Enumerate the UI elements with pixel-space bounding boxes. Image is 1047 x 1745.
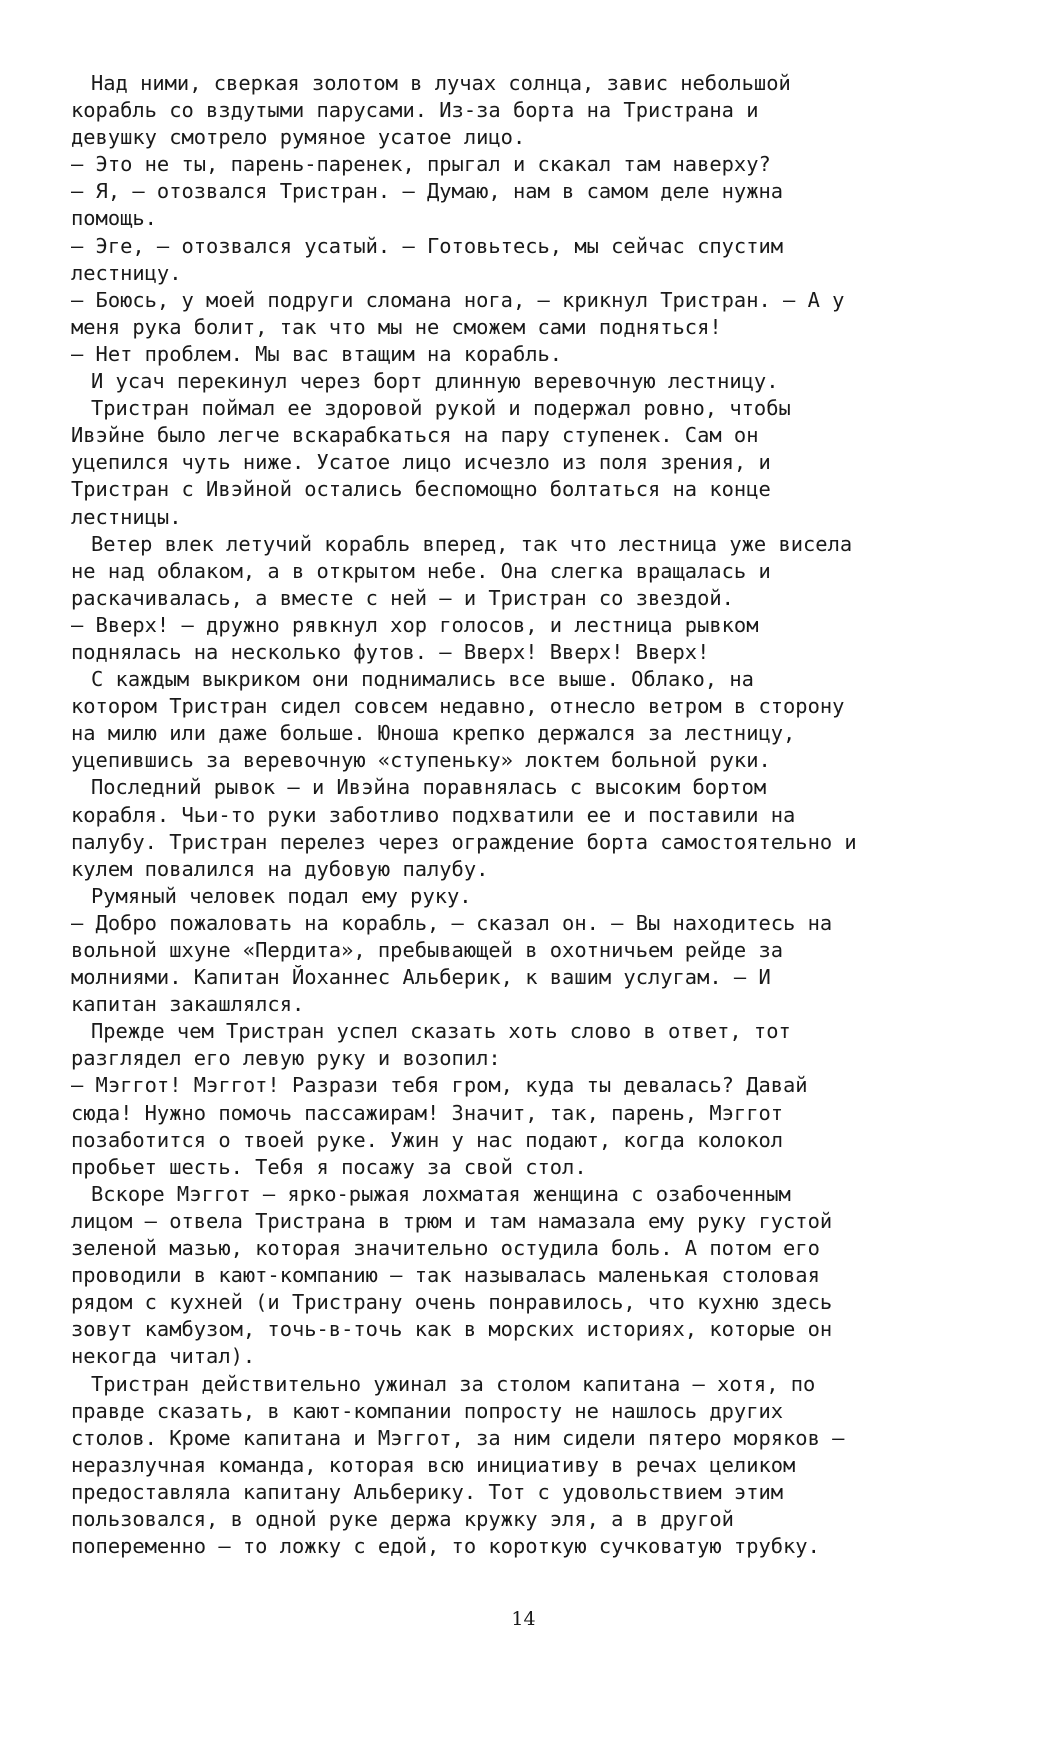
text-line: столов. Кроме капитана и Мэггот, за ним сидели пятеро моряков —: [71, 1425, 845, 1450]
text-line: зовут камбузом, точь-в-точь как в морских историях, которые он: [71, 1317, 833, 1342]
text-line: молниями. Капитан Йоханнес Альберик, к вашим услугам. — И: [71, 965, 771, 990]
text-line: С каждым выкриком они поднимались все выше. Облако, на: [91, 667, 754, 692]
page-text: [71, 70, 976, 1560]
text-line: проводили в кают-компанию — так называлась маленькая столовая: [71, 1263, 820, 1288]
text-line: — Нет проблем. Мы вас втащим на корабль.: [71, 341, 563, 366]
text-line: позаботится о твоей руке. Ужин у нас подают, когда колокол: [71, 1127, 784, 1152]
text-line: — Боюсь, у моей подруги сломана нога, — крикнул Тристран. — А у: [71, 287, 845, 312]
text-line: Последний рывок — и Ивэйна поравнялась с высоким бортом: [91, 775, 767, 800]
text-line: Тристран поймал ее здоровой рукой и подержал ровно, чтобы: [91, 396, 791, 421]
text-line: уцепившись за веревочную «ступеньку» локтем больной руки.: [71, 748, 771, 773]
text-line: лестницу.: [71, 260, 182, 285]
text-line: И усач перекинул через борт длинную веревочную лестницу.: [91, 369, 779, 394]
text-line: пробьет шесть. Тебя я посажу за свой стол.: [71, 1154, 587, 1179]
text-line: попеременно — то ложку с едой, то короткую сучковатую трубку.: [71, 1534, 820, 1559]
text-line: Вскоре Мэггот — ярко-рыжая лохматая женщина с озабоченным: [91, 1181, 791, 1206]
text-line: поднялась на несколько футов. — Вверх! Вверх! Вверх!: [71, 639, 710, 664]
text-line: — Я, — отозвался Тристран. — Думаю, нам в самом деле нужна: [71, 179, 784, 204]
text-line: не над облаком, а в открытом небе. Она слегка вращалась и: [71, 558, 771, 583]
text-line: меня рука болит, так что мы не сможем сами подняться!: [71, 314, 722, 339]
page-number: 14: [511, 1608, 536, 1630]
text-line: зеленой мазью, которая значительно остудила боль. А потом его: [71, 1236, 820, 1261]
text-line: Прежде чем Тристран успел сказать хоть слово в ответ, тот: [91, 1019, 791, 1044]
text-line: — Эге, — отозвался усатый. — Готовьтесь, мы сейчас спустим: [71, 233, 784, 258]
text-line: — Мэггот! Мэггот! Разрази тебя гром, куда ты девалась? Давай: [71, 1073, 808, 1098]
text-line: Тристран с Ивэйной остались беспомощно болтаться на конце: [71, 477, 771, 502]
text-line: Ветер влек летучий корабль вперед, так что лестница уже висела: [91, 531, 853, 556]
text-line: — Добро пожаловать на корабль, — сказал он. — Вы находитесь на: [71, 910, 833, 935]
text-line: вольной шхуне «Пердита», пребывающей в охотничьем рейде за: [71, 938, 784, 962]
text-line: Румяный человек подал ему руку.: [91, 883, 472, 908]
text-line: Ивэйне было легче вскарабкаться на пару ступенек. Сам он: [71, 423, 759, 448]
text-line: лестницы.: [71, 504, 182, 529]
text-line: Над ними, сверкая золотом в лучах солнца, завис небольшой: [91, 71, 791, 95]
text-line: сюда! Нужно помочь пассажирам! Значит, так, парень, Мэггот: [71, 1100, 784, 1125]
text-line: рядом с кухней (и Тристрану очень понравилось, что кухню здесь: [71, 1290, 833, 1315]
text-line: Тристран действительно ужинал за столом капитана — хотя, по: [91, 1371, 816, 1396]
text-line: котором Тристран сидел совсем недавно, отнесло ветром в сторону: [71, 694, 845, 719]
text-line: неразлучная команда, которая всю инициативу в речах целиком: [71, 1452, 796, 1477]
text-line: предоставляла капитану Альберику. Тот с удовольствием этим: [71, 1479, 784, 1504]
text-line: на милю или даже больше. Юноша крепко держался за лестницу,: [71, 721, 796, 746]
text-line: кулем повалился на дубовую палубу.: [71, 856, 489, 881]
text-line: девушку смотрело румяное усатое лицо.: [71, 125, 526, 150]
text-line: уцепился чуть ниже. Усатое лицо исчезло из поля зрения, и: [71, 450, 771, 475]
text-line: некогда читал).: [71, 1344, 256, 1369]
text-line: помощь.: [71, 206, 157, 231]
text-line: корабля. Чьи-то руки заботливо подхватили ее и поставили на: [71, 802, 796, 827]
text-line: лицом — отвела Тристрана в трюм и там намазала ему руку густой: [71, 1208, 833, 1233]
text-line: разглядел его левую руку и возопил:: [71, 1046, 501, 1071]
text-line: палубу. Тристран перелез через ограждение борта самостоятельно и: [71, 829, 857, 854]
text-line: корабль со вздутыми парусами. Из-за борта на Тристрана и: [71, 98, 759, 123]
text-line: — Это не ты, парень-паренек, прыгал и скакал там наверху?: [71, 152, 771, 177]
text-line: пользовался, в одной руке держа кружку эля, а в другой: [71, 1506, 734, 1531]
text-line: — Вверх! — дружно рявкнул хор голосов, и лестница рывком: [71, 612, 759, 637]
text-line: капитан закашлялся.: [71, 992, 305, 1017]
text-line: раскачивалась, а вместе с ней — и Тристран со звездой.: [71, 585, 734, 610]
text-line: правде сказать, в кают-компании попросту не нашлось других: [71, 1398, 784, 1423]
